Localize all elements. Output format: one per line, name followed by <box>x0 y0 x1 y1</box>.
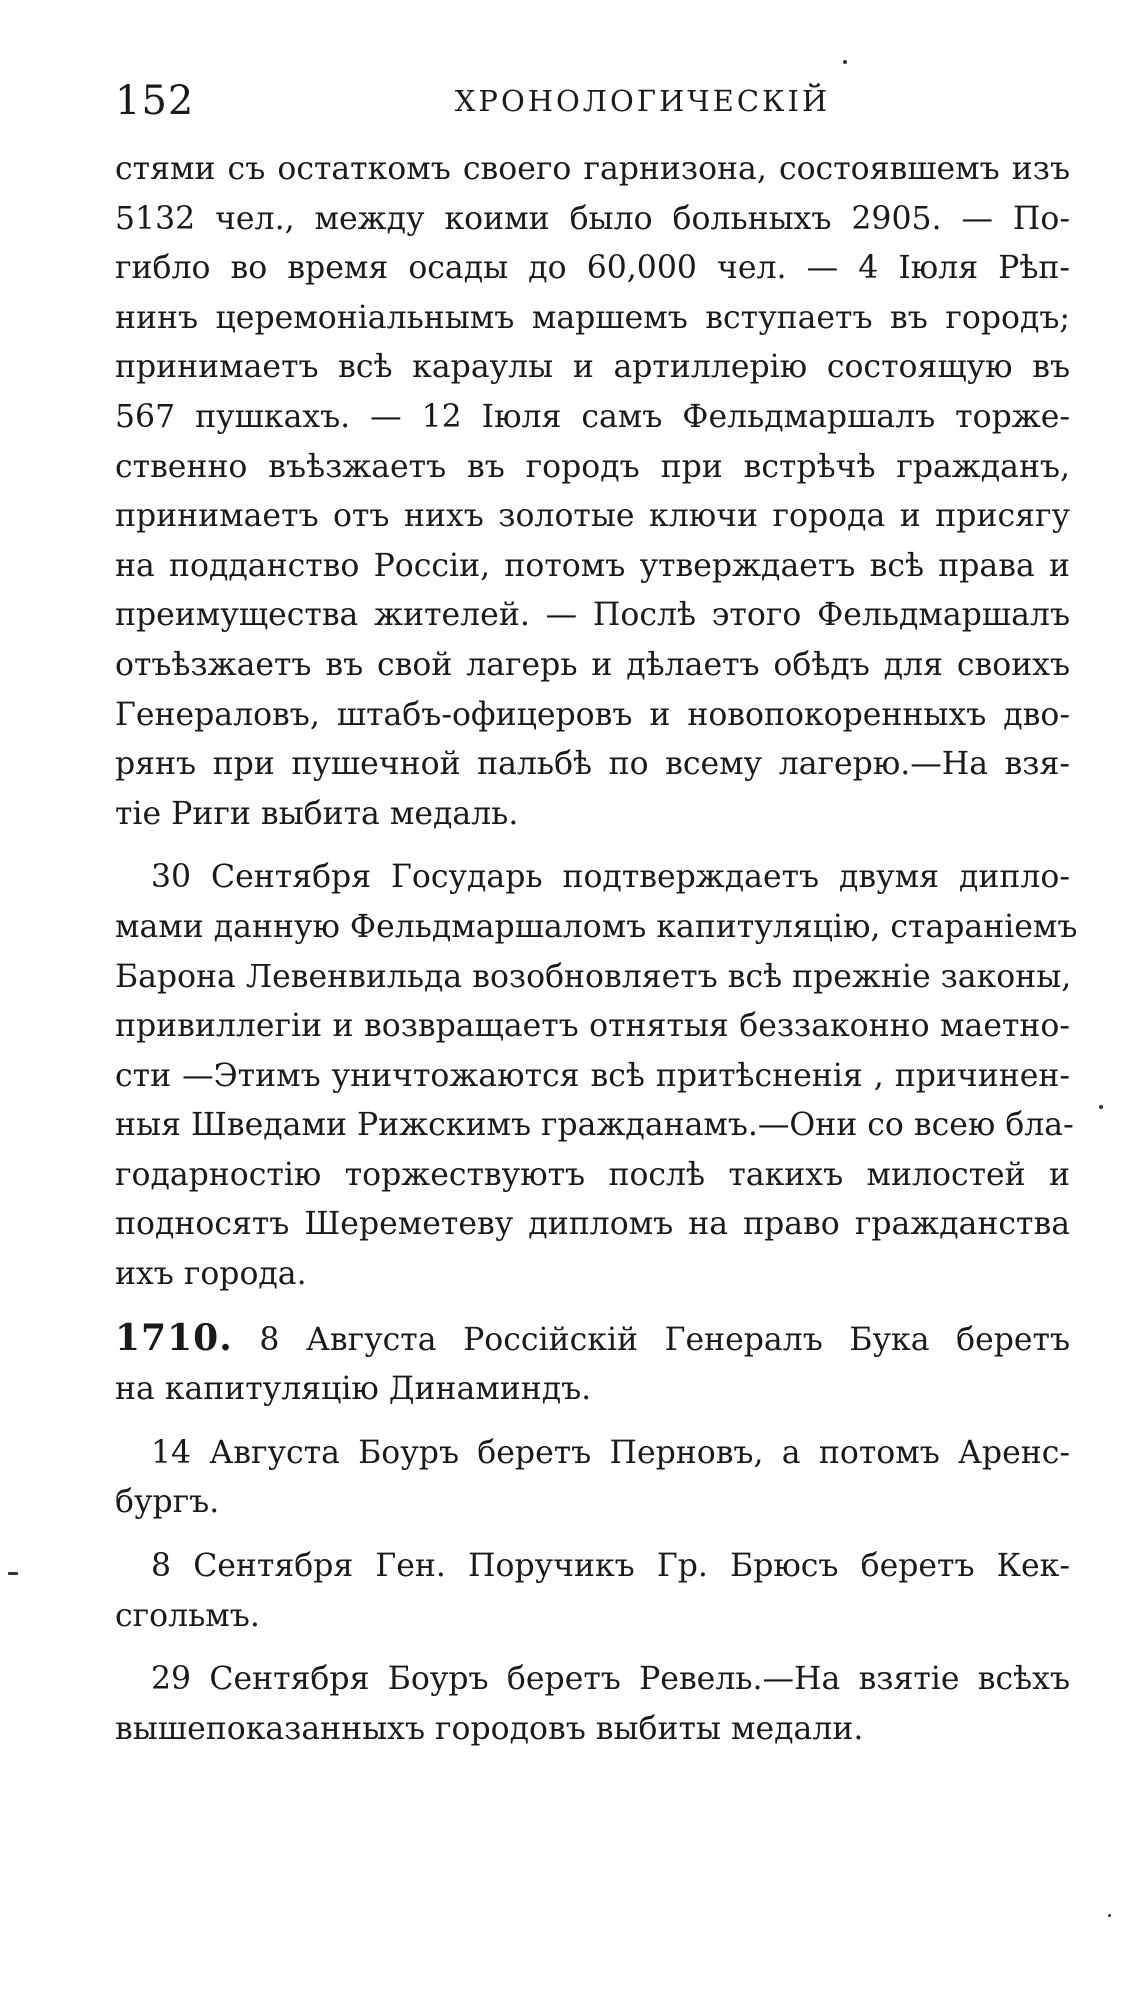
paragraph-29-september <box>115 1655 1070 1754</box>
print-speck <box>8 1572 18 1575</box>
text-line: 567 пушкахъ. — 12 Іюля самъ Фельдмаршалъ торже- <box>115 398 1070 435</box>
paragraph-14-august <box>115 1429 1070 1528</box>
print-speck <box>1108 1914 1111 1917</box>
text-line-with-year <box>115 1314 1070 1366</box>
text-line: отъѣзжаетъ въ свой лагерь и дѣлаетъ обѣдъ для своихъ <box>115 646 1070 683</box>
text-line: 8 Сентября Ген. Поручикъ Гр. Брюсъ беретъ Кек- <box>151 1548 1070 1585</box>
text-line: подносятъ Шереметеву дипломъ на право гражданства <box>115 1206 1070 1243</box>
text-line: преимущества жителей. — Послѣ этого Фельдмаршалъ <box>115 597 1070 634</box>
text-line: бургъ. <box>115 1484 220 1521</box>
text-line: принимаетъ всѣ караулы и артиллерію состоящую въ <box>115 349 1070 386</box>
text-line: 14 Августа Боуръ беретъ Перновъ, а потомъ Аренс- <box>151 1434 1070 1471</box>
page-header <box>115 70 1075 130</box>
paragraph-1710 <box>115 1314 1070 1415</box>
text-line: гибло во время осады до 60,000 чел. — 4 Іюля Рѣп- <box>115 250 1070 287</box>
text-line: мами данную Фельдмаршаломъ капитуляцію, стараніемъ <box>115 908 1078 945</box>
text-line: привиллегіи и возвращаетъ отнятыя беззаконно маетно- <box>115 1008 1070 1045</box>
text-line: сгольмъ. <box>115 1597 260 1634</box>
text-line: ственно въѣзжаетъ въ городъ при встрѣчѣ гражданъ, <box>115 448 1070 485</box>
text-line: годарностію торжествуютъ послѣ такихъ милостей и <box>115 1156 1070 1193</box>
text-line: на капитуляцію Динаминдъ. <box>115 1371 592 1408</box>
text-line: ныя Шведами Рижскимъ гражданамъ.—Они со всею бла- <box>115 1107 1074 1144</box>
text-line: стями съ остаткомъ своего гарнизона, состоявшемъ изъ <box>115 151 1070 187</box>
text-line: 29 Сентября Боуръ беретъ Ревель.—На взятіе всѣхъ <box>151 1661 1070 1698</box>
text-line: принимаетъ отъ нихъ золотые ключи города и присягу <box>115 498 1070 535</box>
text-line: сти —Этимъ уничтожаются всѣ притѣсненія , причинен- <box>115 1057 1070 1094</box>
text-line: на подданство Россіи, потомъ утверждаетъ всѣ права и <box>115 547 1070 584</box>
text-line: нинъ церемоніальнымъ маршемъ вступаетъ въ городъ; <box>115 299 1070 336</box>
text-line: Генераловъ, штабъ-офицеровъ и новопокоренныхъ дво- <box>115 696 1070 733</box>
text-line: рянъ при пушечной пальбѣ по всему лагерю.—На взя- <box>115 746 1070 783</box>
paragraph-30-september <box>115 853 1078 1299</box>
text-line: ихъ города. <box>115 1256 307 1293</box>
text-line: Барона Левенвильда возобновляетъ всѣ прежніе законы, <box>115 958 1072 995</box>
body-text <box>115 145 1078 1768</box>
print-speck <box>843 60 847 64</box>
running-head: ХРОНОЛОГИЧЕСКІЙ <box>454 84 831 118</box>
text-line: тіе Риги выбита медаль. <box>115 795 519 832</box>
paragraph-8-september <box>115 1542 1070 1641</box>
paragraph-riga-surrender <box>115 145 1070 839</box>
text-line: 5132 чел., между коими было больныхъ 2905. — По- <box>115 200 1070 237</box>
print-speck <box>1099 1105 1103 1109</box>
text-line: вышепоказанныхъ городовъ выбиты медали. <box>115 1710 864 1747</box>
text-line: 30 Сентября Государь подтверждаетъ двумя дипло- <box>151 859 1070 896</box>
text-line: 8 Августа Россійскій Генералъ Бука беретъ <box>259 1321 1071 1358</box>
page-number: 152 <box>115 78 195 124</box>
year-heading: 1710. <box>115 1316 233 1359</box>
